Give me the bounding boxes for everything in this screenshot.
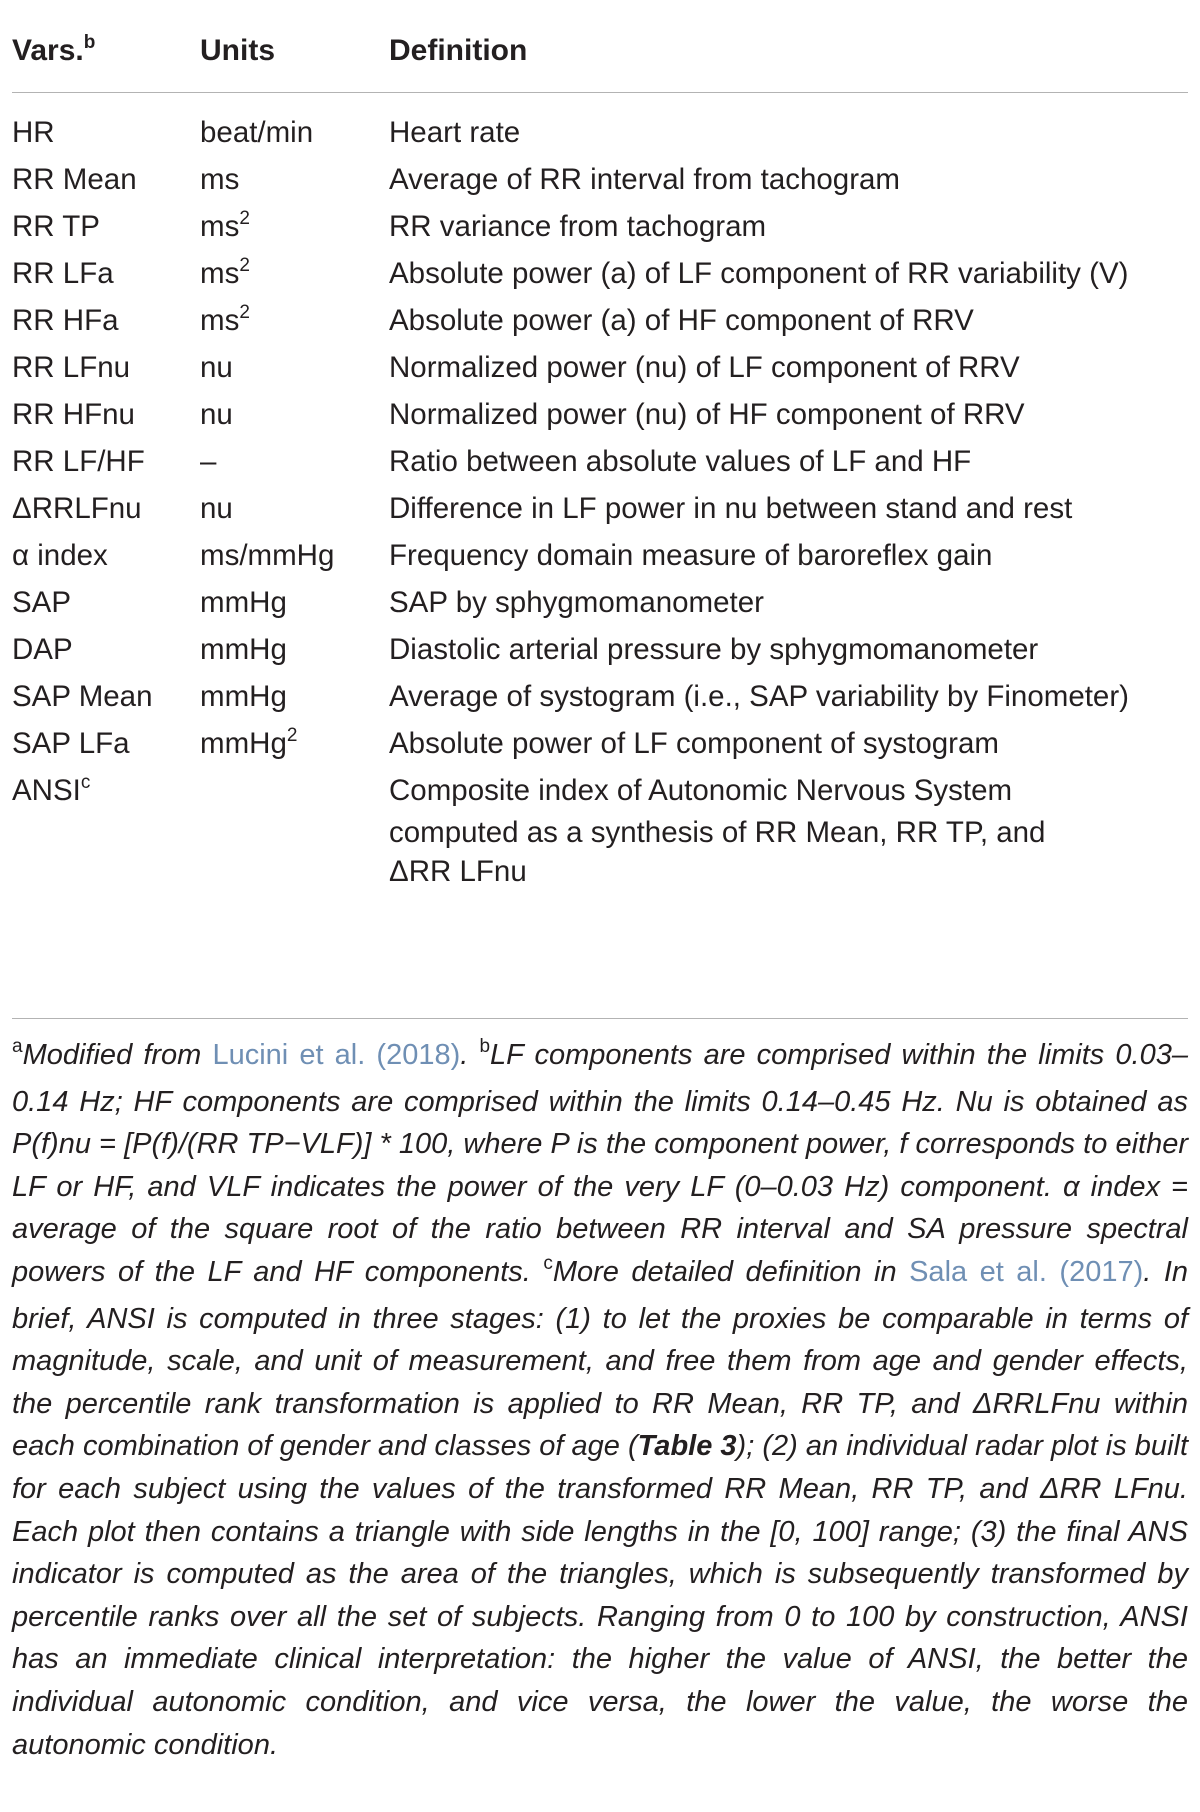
header-vars-sup: b [83,32,96,53]
cell-var-text: RR LFnu [12,351,131,384]
cell-var-text: RR HFa [12,304,119,337]
footnote-c-link[interactable]: Sala et al. (2017) [909,1255,1144,1288]
cell-definition-line: Normalized power (nu) of HF component of RRV [389,398,1025,431]
cell-unit-text: ms [200,257,240,290]
cell-unit-text: ms [200,210,240,243]
cell-unit-text: mmHg [200,586,287,619]
cell-var-text: DAP [12,633,73,666]
cell-var [12,486,142,531]
cell-unit-text: nu [200,398,233,431]
cell-definition-line: Composite index of Autonomic Nervous System [389,774,1013,807]
cell-var [12,157,137,202]
cell-definition-line: Average of RR interval from tachogram [389,163,901,196]
cell-var [12,674,153,719]
cell-unit-text: mmHg [200,633,287,666]
cell-definition [389,627,1189,672]
footnote-b-text: LF components are comprised within the limits 0.03–0.14 Hz; HF components are comprised within the limits 0.14–0.45 Hz. Nu is obtained as P(f)nu = [P(f)/(RR TP−VLF)] * 100, where P is the component power, f corresponds to either LF or HF, and VLF indicates the power of the very LF (0–0.03 Hz) component. α index = average of the square root of the ratio between RR interval and SA pressure spectral powers of the LF and HF components. [12,1039,1188,1288]
cell-var [12,580,71,625]
cell-definition [389,110,1189,155]
cell-var-text: SAP [12,586,72,619]
footnote-a-end: . [460,1039,480,1071]
cell-definition [389,345,1189,390]
cell-unit-text: ms/mmHg [200,539,335,572]
table-bottom-rule [12,1018,1188,1019]
cell-definition-line: Ratio between absolute values of LF and HF [389,445,972,478]
table-header [12,24,1188,90]
cell-definition [389,580,1189,625]
cell-definition-line: computed as a synthesis of RR Mean, RR TP, and [389,816,1046,849]
cell-unit [200,580,287,625]
footnote-b-mark: b [479,1036,491,1057]
cell-definition [389,486,1189,531]
cell-definition-line: Heart rate [389,116,521,149]
cell-unit-text: mmHg [200,727,287,760]
variables-table [12,24,1188,888]
footnote-c-mark: c [543,1252,553,1274]
cell-var [12,110,55,155]
cell-unit [200,439,216,484]
cell-unit [200,627,287,672]
cell-unit [200,721,297,770]
footnote-a-link[interactable]: Lucini et al. (2018) [212,1039,461,1071]
cell-unit-text: ms [200,304,240,337]
cell-var-text: α index [12,539,108,572]
cell-definition [389,157,1189,202]
cell-var-text: ANSI [12,774,81,807]
cell-definition [389,674,1189,719]
cell-definition [389,768,1189,891]
cell-definition [389,439,1189,484]
cell-var-text: HR [12,116,55,149]
cell-definition-line: Average of systogram (i.e., SAP variability by Finometer) [389,680,1129,713]
footnote-c-body1: . In brief, ANSI is computed in three stages: (1) to let the proxies be comparable in terms of magnitude, scale, and unit of measurement, and free them from age and gender effects, the percentile rank transformation is applied to RR Mean, RR TP, and ΔRRLFnu within each combination of gender and classes of age ( [12,1255,1188,1463]
cell-unit [200,298,250,347]
cell-unit-sup: 2 [239,302,250,323]
cell-unit [200,110,313,155]
cell-definition [389,721,1189,766]
cell-var [12,345,130,390]
cell-unit-text: beat/min [200,116,314,149]
cell-var-text: RR TP [12,210,100,243]
cell-var [12,392,135,437]
cell-var-text: RR LF/HF [12,445,145,478]
cell-unit [200,345,233,390]
footnote-c-text: More detailed definition in [552,1255,910,1288]
cell-definition-line: Absolute power (a) of LF component of RR variability (V) [389,257,1129,290]
cell-var [12,627,73,672]
footnote-c-body2: ); (2) an individual radar plot is built for each subject using the values of the transformed RR Mean, RR TP, and ΔRR LFnu. Each plot then contains a triangle with side lengths in the [0, 100] range; (3) the final ANS indicator is computed as the area of the triangles, which is subsequently transformed by percentile ranks over all the set of subjects. Ranging from 0 to 100 by construction, ANSI has an immediate clinical interpretation: the higher the value of ANSI, the better the individual autonomic condition, and vice versa, the lower the value, the worse the autonomic condition. [12,1430,1189,1761]
cell-unit [200,674,287,719]
cell-unit [200,204,250,253]
header-vars-text: Vars. [12,34,84,67]
cell-var-text: RR LFa [12,257,114,290]
cell-definition [389,204,1189,249]
cell-var [12,204,100,249]
cell-var-text: RR HFnu [12,398,135,431]
cell-definition [389,392,1189,437]
cell-var-text: ΔRRLFnu [12,492,142,525]
cell-unit [200,392,233,437]
cell-unit-text: nu [200,492,233,525]
cell-unit [200,486,233,531]
cell-unit-text: – [200,445,217,478]
cell-unit [200,157,239,202]
cell-definition-line: SAP by sphygmomanometer [389,586,764,619]
cell-unit-text: mmHg [200,680,287,713]
cell-definition-line: Diastolic arterial pressure by sphygmomanometer [389,633,1039,666]
footnote-a-mark: a [12,1036,23,1057]
cell-definition-line: Difference in LF power in nu between stand and rest [389,492,1073,525]
cell-var [12,439,145,484]
cell-var [12,251,114,296]
cell-definition-line: Absolute power of LF component of systogram [389,727,999,760]
footnote-a-text: Modified from [22,1039,213,1071]
cell-definition [389,251,1189,296]
cell-var [12,533,108,578]
cell-definition-line: RR variance from tachogram [389,210,767,243]
cell-var-text: SAP Mean [12,680,153,713]
cell-definition-line: ΔRR LFnu [389,855,527,888]
cell-unit-sup: 2 [239,255,250,276]
cell-definition-line: Normalized power (nu) of LF component of RRV [389,351,1020,384]
cell-var [12,721,130,766]
cell-var-sup: c [80,772,91,793]
table-footnote [12,1034,1188,1766]
header-definition: Definition [389,34,528,67]
cell-unit [200,251,250,300]
cell-unit-sup: 2 [286,725,298,746]
header-units: Units [200,34,275,67]
cell-definition-line: Frequency domain measure of baroreflex gain [389,539,993,572]
cell-definition [389,298,1189,343]
cell-var [12,768,90,817]
cell-var [12,298,119,343]
cell-definition [389,533,1189,578]
cell-unit-text: ms [200,163,240,196]
cell-var-text: RR Mean [12,163,137,196]
footnote-table-ref[interactable]: Table 3 [637,1430,737,1463]
cell-var-text: SAP LFa [12,727,130,760]
cell-definition-line: Absolute power (a) of HF component of RRV [389,304,974,337]
cell-unit [200,533,334,578]
header-vars [12,34,95,68]
header-rule [12,92,1188,93]
cell-unit-text: nu [200,351,233,384]
cell-unit-sup: 2 [239,208,250,229]
